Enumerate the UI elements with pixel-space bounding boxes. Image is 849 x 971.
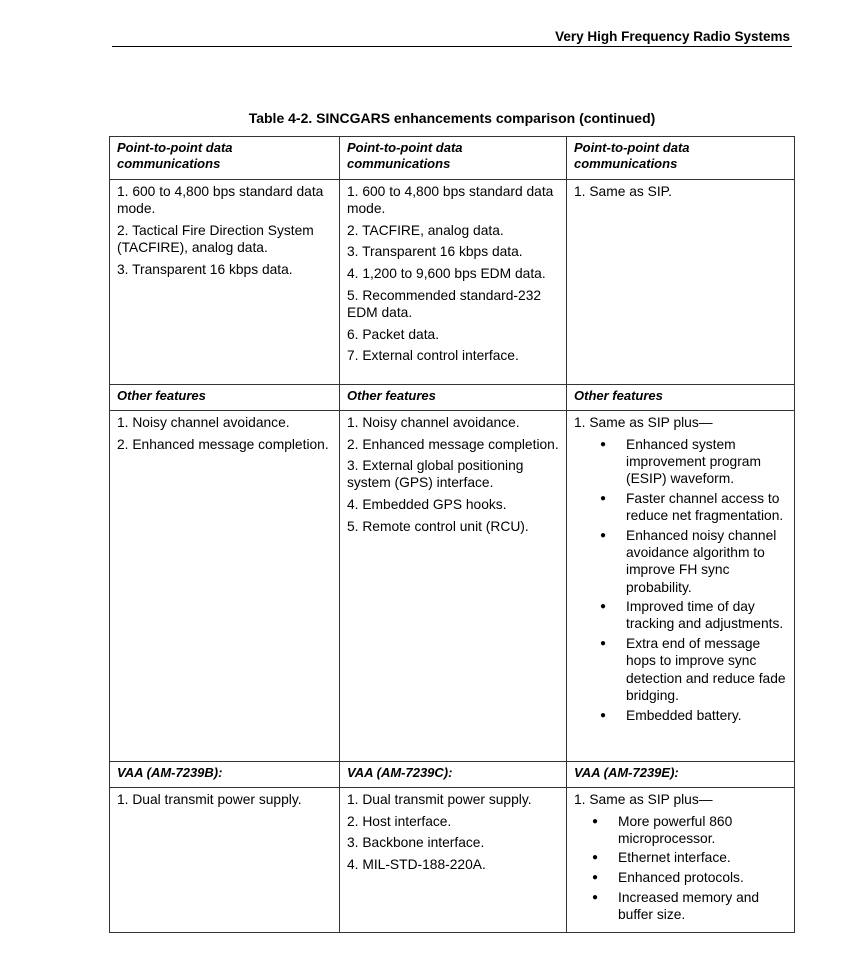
column-header: Other features [340, 385, 567, 411]
column-header: VAA (AM-7239C): [340, 762, 567, 788]
bullet-item: ● Extra end of message hops to improve sync detection and reduce fade bridging. [600, 635, 787, 704]
list-item: 5. Recommended standard-232 EDM data. [347, 287, 542, 320]
bullet-item: ● Embedded battery. [600, 707, 787, 724]
list-item: 1. Dual transmit power supply. [347, 792, 532, 807]
bullet-item: ● Increased memory and buffer size. [592, 889, 787, 924]
column-header: Point-to-point data communications [567, 137, 795, 180]
cell-sip [340, 411, 567, 762]
cell-sip [340, 788, 567, 933]
list-item: 4. MIL-STD-188-220A. [347, 856, 486, 872]
column-header: Other features [567, 385, 795, 411]
bullet-item: ● Improved time of day tracking and adjustments. [600, 598, 787, 633]
list-item: 1. Same as SIP plus— [574, 792, 713, 807]
column-header: Other features [110, 385, 340, 411]
list-item: 3. External global positioning system (GPS) interface. [347, 458, 524, 491]
bullet-list [574, 813, 787, 924]
column-header: Point-to-point data communications [110, 137, 340, 180]
bullet-item: ● Enhanced protocols. [592, 869, 787, 886]
section-header-row [110, 762, 795, 788]
bullet-item: ● Faster channel access to reduce net fragmentation. [600, 490, 787, 525]
list-item: 3. Transparent 16 kbps data. [117, 261, 293, 277]
bullet-item: ● Enhanced system improvement program (ESIP) waveform. [600, 436, 787, 488]
cell-asip [567, 180, 795, 385]
cell-basic [110, 411, 340, 762]
list-item: 2. Enhanced message completion. [117, 436, 329, 452]
section-body-row [110, 788, 795, 933]
list-item: 3. Transparent 16 kbps data. [347, 244, 523, 260]
column-header: VAA (AM-7239B): [110, 762, 340, 788]
list-item: 4. 1,200 to 9,600 bps EDM data. [347, 266, 546, 282]
list-item: 1. 600 to 4,800 bps standard data mode. [347, 184, 554, 217]
list-item: 6. Packet data. [347, 326, 440, 342]
section-body-row [110, 411, 795, 762]
section-header-row [110, 385, 795, 411]
column-header: VAA (AM-7239E): [567, 762, 795, 788]
cell-sip [340, 180, 567, 385]
list-item: 1. 600 to 4,800 bps standard data mode. [117, 184, 324, 217]
list-item: 1. Same as SIP plus— [574, 415, 713, 430]
list-item: 4. Embedded GPS hooks. [347, 497, 507, 513]
list-item: 2. TACFIRE, analog data. [347, 222, 504, 238]
cell-asip [567, 788, 795, 933]
list-item: 1. Noisy channel avoidance. [347, 415, 520, 430]
bullet-item: ● More powerful 860 microprocessor. [592, 813, 787, 848]
list-item: 2. Tactical Fire Direction System (TACFIRE), analog data. [117, 222, 314, 256]
list-item: 3. Backbone interface. [347, 835, 485, 851]
list-item: 1. Dual transmit power supply. [117, 792, 302, 807]
list-item: 1. Same as SIP. [574, 184, 672, 199]
header-rule [112, 46, 792, 47]
cell-asip [567, 411, 795, 762]
list-item: 2. Enhanced message completion. [347, 436, 559, 452]
list-item: 2. Host interface. [347, 813, 452, 829]
list-item: 7. External control interface. [347, 348, 519, 364]
bullet-item: ● Ethernet interface. [592, 849, 787, 866]
comparison-table [109, 136, 795, 933]
list-item: 5. Remote control unit (RCU). [347, 518, 529, 534]
list-item: 1. Noisy channel avoidance. [117, 415, 290, 430]
cell-basic [110, 788, 340, 933]
section-body-row [110, 180, 795, 385]
cell-basic [110, 180, 340, 385]
section-header-row [110, 137, 795, 180]
running-header: Very High Frequency Radio Systems [555, 29, 790, 44]
bullet-list [574, 436, 787, 724]
table-caption: Table 4-2. SINCGARS enhancements comparison (continued) [248, 110, 656, 126]
column-header: Point-to-point data communications [340, 137, 567, 180]
bullet-item: ● Enhanced noisy channel avoidance algorithm to improve FH sync probability. [600, 527, 787, 596]
